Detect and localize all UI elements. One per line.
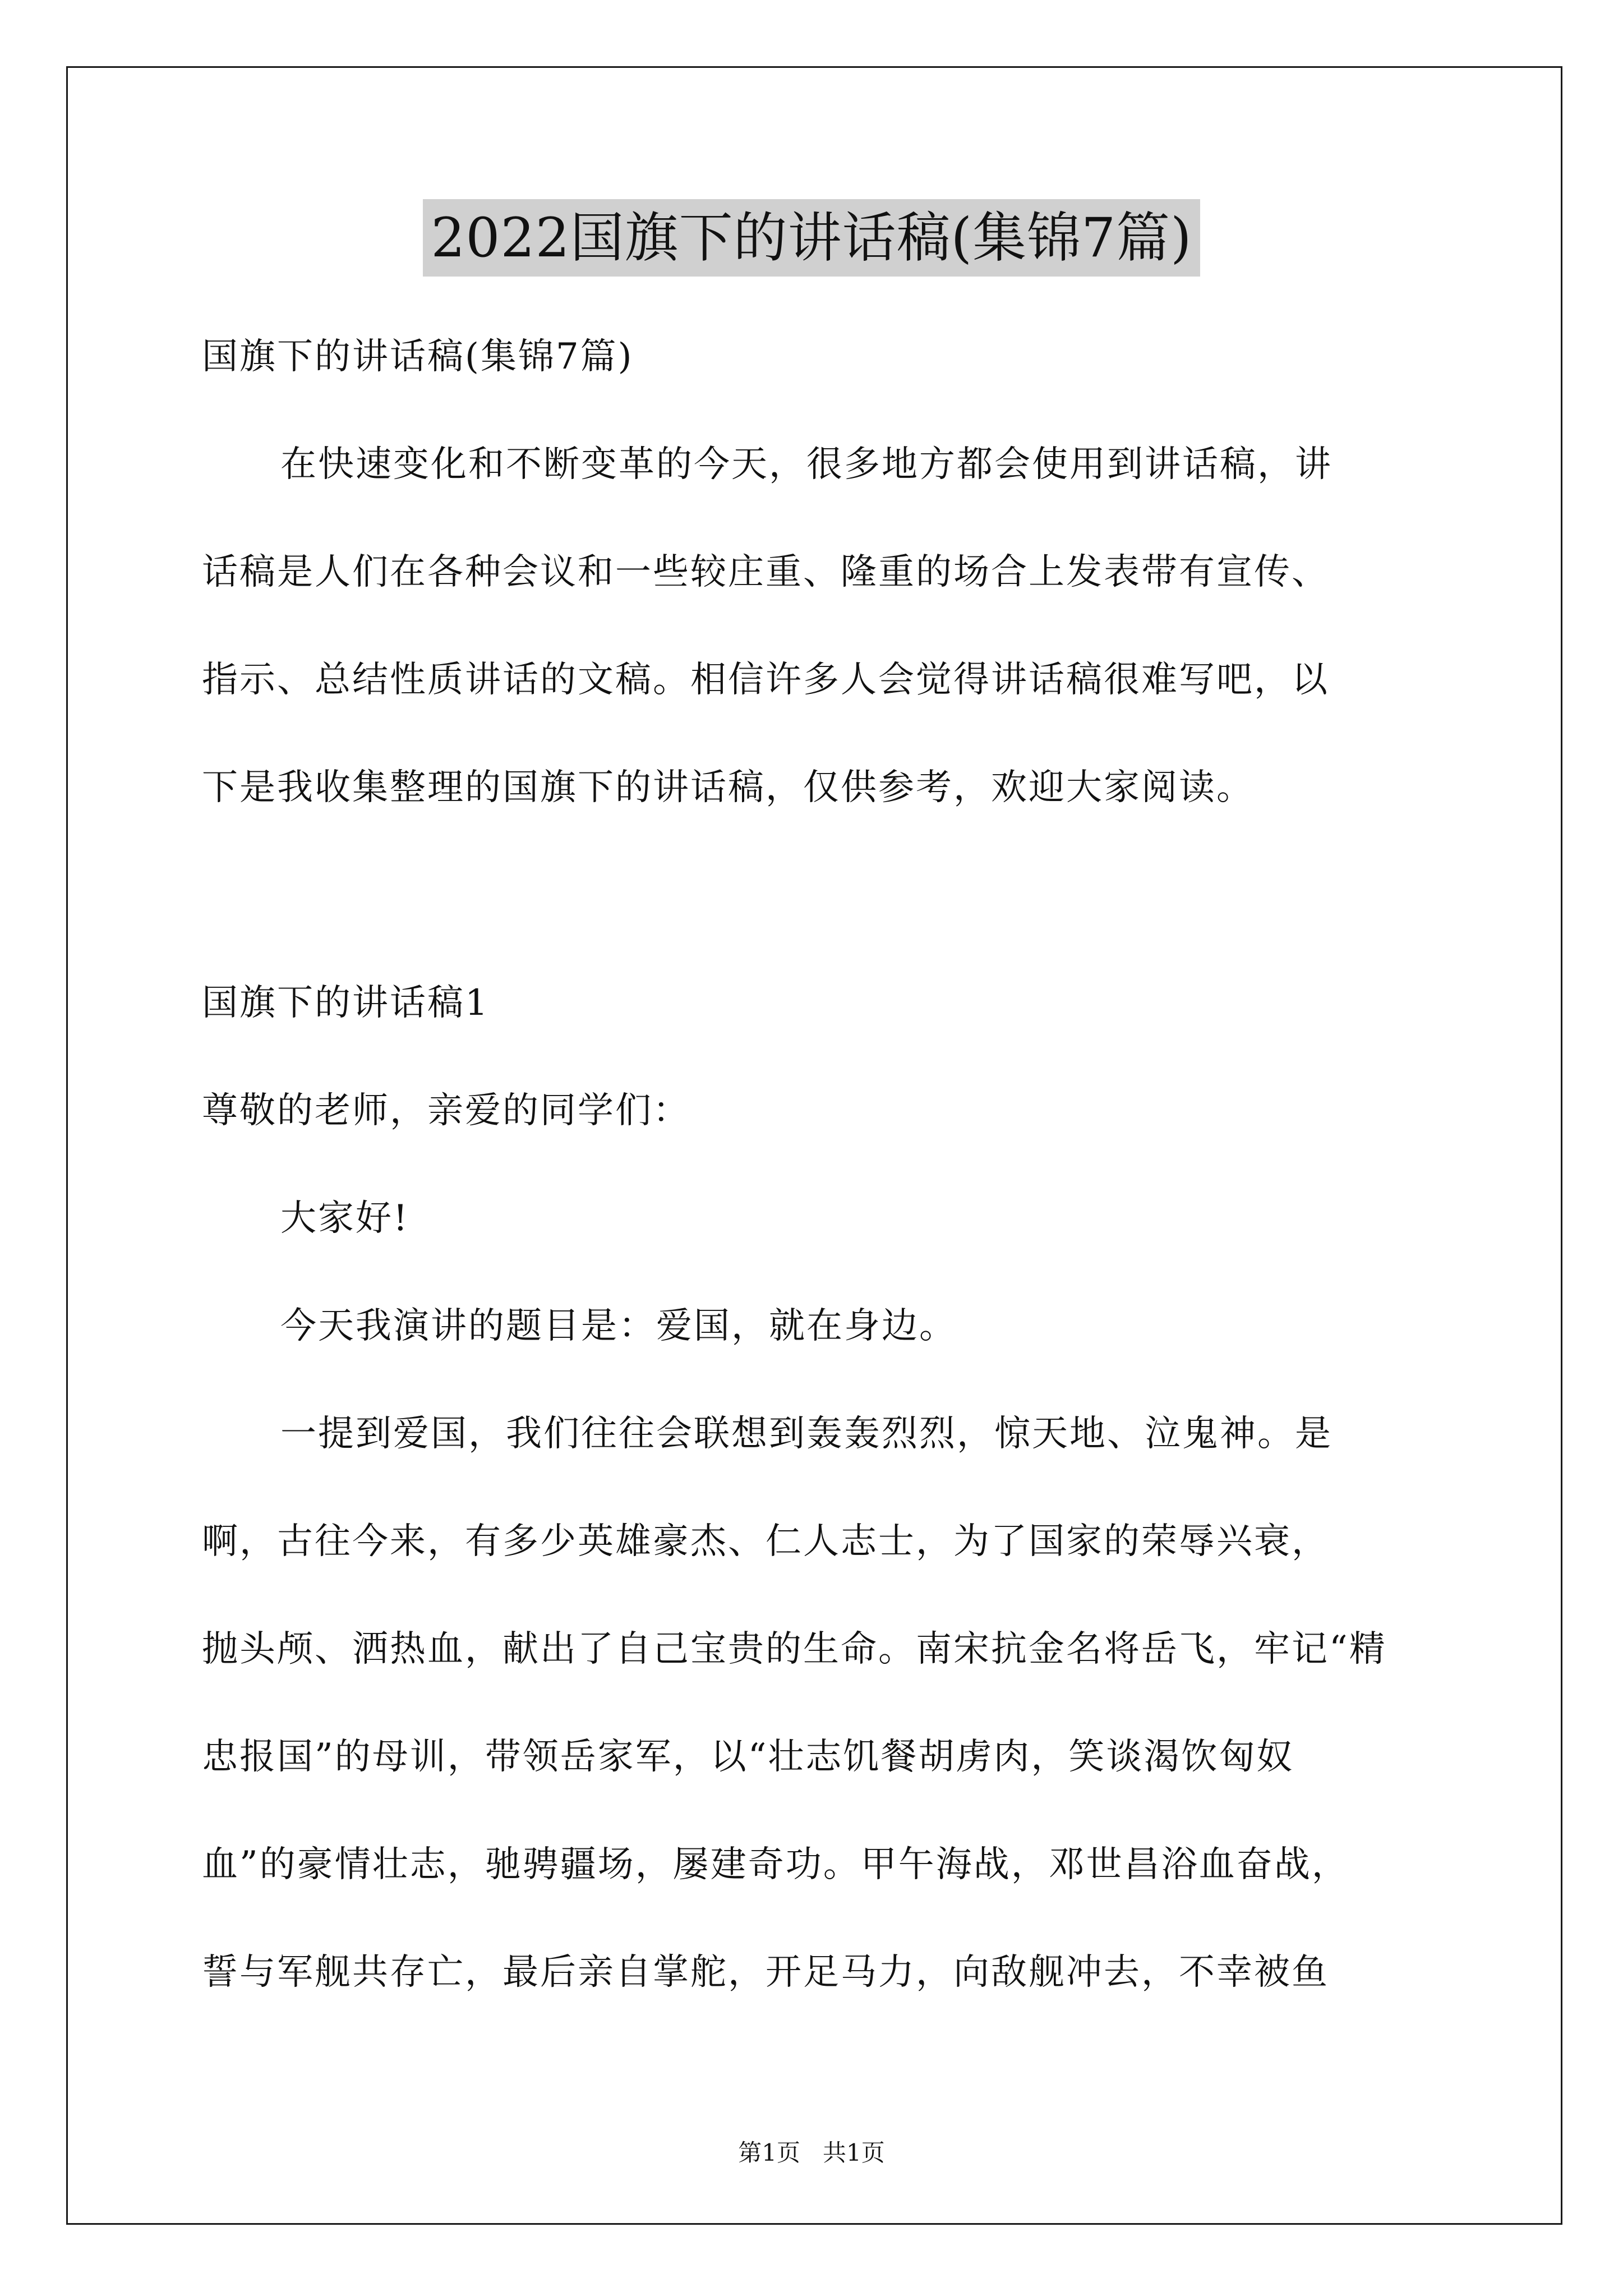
intro-line-2: 话稿是人们在各种会议和一些较庄重、隆重的场合上发表带有宣传、 (202, 551, 1329, 593)
document-body (202, 303, 1453, 2026)
body-line-4: 忠报国”的母训，带领岳家军，以“壮志饥餐胡虏肉，笑谈渴饮匈奴 (202, 1736, 1294, 1778)
intro-line-3: 指示、总结性质讲话的文稿。相信许多人会觉得讲话稿很难写吧，以 (202, 659, 1329, 701)
salutation: 尊敬的老师，亲爱的同学们： (202, 1090, 690, 1131)
body-line-5: 血”的豪情壮志，驰骋疆场，屡建奇功。甲午海战，邓世昌浴血奋战， (202, 1844, 1349, 1885)
document-title: 2022国旗下的讲话稿(集锦7篇) (423, 199, 1200, 277)
section-heading: 国旗下的讲话稿1 (202, 982, 490, 1024)
body-line-2: 啊，古往今来，有多少英雄豪杰、仁人志士，为了国家的荣辱兴衰， (202, 1521, 1329, 1562)
body-line-3: 抛头颅、洒热血，献出了自己宝贵的生命。南宋抗金名将岳飞，牢记“精 (202, 1628, 1387, 1670)
body-line-6: 誓与军舰共存亡，最后亲自掌舵，开足马力，向敌舰冲去，不幸被鱼 (202, 1952, 1329, 1993)
body-line-1: 一提到爱国，我们往往会联想到轰轰烈烈，惊天地、泣鬼神。是 (280, 1413, 1332, 1455)
intro-line-4: 下是我收集整理的国旗下的讲话稿，仅供参考，欢迎大家阅读。 (202, 767, 1254, 808)
document-subtitle: 国旗下的讲话稿(集锦7篇) (202, 336, 634, 378)
page-footer: 第1页 共1页 (738, 2139, 885, 2166)
topic-line: 今天我演讲的题目是：爱国，就在身边。 (280, 1305, 957, 1347)
title-block (0, 199, 1623, 277)
paragraph-gap (202, 841, 1453, 949)
intro-line-1: 在快速变化和不断变革的今天，很多地方都会使用到讲话稿，讲 (280, 444, 1332, 485)
greeting: 大家好! (280, 1198, 409, 1239)
